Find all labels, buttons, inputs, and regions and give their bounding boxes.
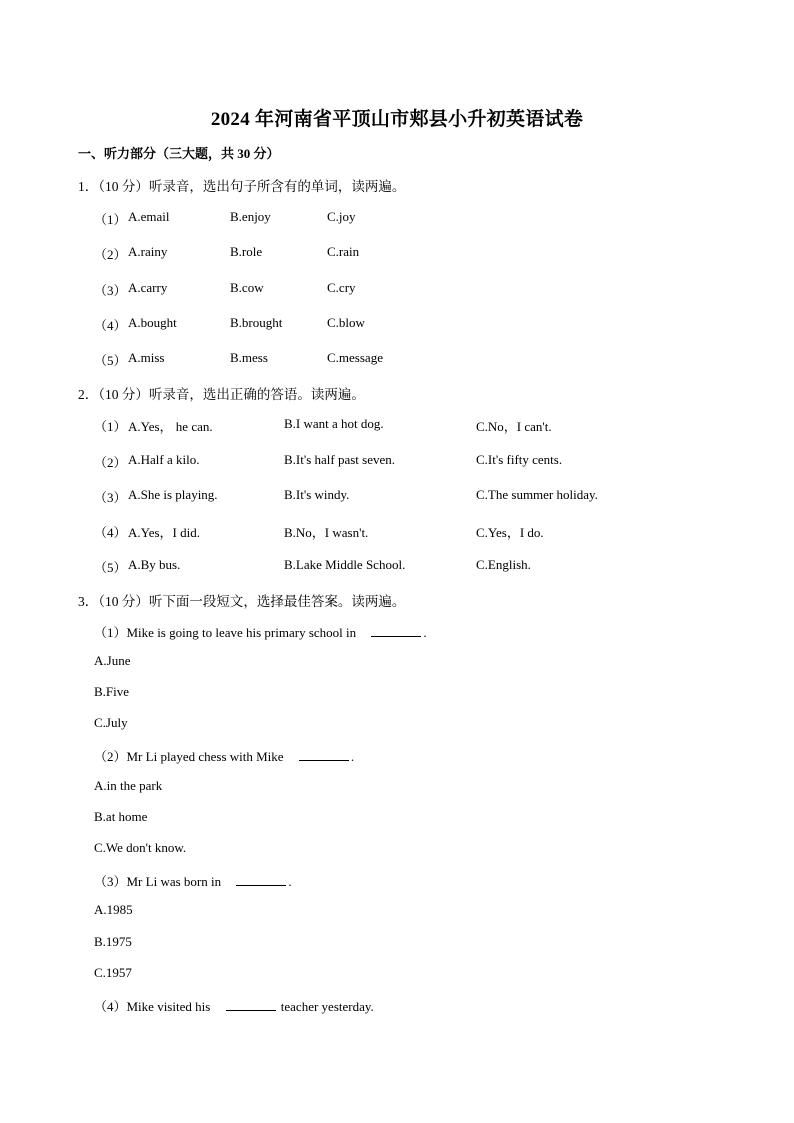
q1-option-c: C.joy [327,209,356,224]
answer-blank [226,998,276,1011]
q1-option-a: A.carry [128,280,168,295]
q3-item-3-end: . [288,874,292,889]
q3-item-1-option-a: A.June [94,653,131,668]
q3-item-1-text: （1）Mike is going to leave his primary school in [94,625,357,640]
q1-item-number: （2） [94,247,127,262]
answer-blank [299,748,349,761]
q2-option-a: A.Yes，I did. [128,525,200,540]
q3-item-2-end: . [350,749,355,764]
q1-item-number: （4） [94,318,127,333]
q3-item-4-text: （4）Mike visited his [94,999,211,1014]
q3-item-3-option-b: B.1975 [94,934,132,949]
q3-item-4-stem [94,996,374,1015]
question-2-heading: 2．（10 分）听录音，选出正确的答语。读两遍。 [78,387,365,402]
q2-item-number: （5） [94,560,127,575]
q3-item-1-option-c: C.July [94,715,128,730]
q3-item-3-stem [94,871,292,890]
q1-item-number: （1） [94,212,127,227]
q2-option-c: C.Yes，I do. [476,525,544,540]
q3-item-3-text: （3）Mr Li was born in [94,874,222,889]
question-1-heading: 1．（10 分）听录音，选出句子所含有的单词，读两遍。 [78,179,406,194]
q3-item-2-option-a: A.in the park [94,778,163,793]
q3-item-2-text: （2）Mr Li played chess with Mike [94,749,284,764]
q3-item-1-stem [94,622,427,641]
q2-option-a: A.Half a kilo. [128,452,200,467]
q3-item-2-option-b: B.at home [94,809,148,824]
page-title: 2024 年河南省平顶山市郏县小升初英语试卷 [210,109,584,130]
section-heading-listening: 一、听力部分（三大题，共 30 分） [78,146,280,161]
q2-option-b: B.It's half past seven. [284,452,396,467]
q3-item-3-option-a: A.1985 [94,902,133,917]
q2-option-c: C.No，I can't. [476,419,552,434]
q3-item-1-option-b: B.Five [94,684,130,699]
q1-option-c: C.cry [327,280,356,295]
q2-item-number: （1） [94,419,127,434]
q2-option-b: B.No，I wasn't. [284,525,369,540]
q1-option-a: A.rainy [128,244,168,259]
q1-item-number: （5） [94,353,127,368]
q2-option-b: B.It's windy. [284,487,350,502]
q2-option-b: B.I want a hot dog. [284,416,384,431]
answer-blank [371,624,421,637]
q2-option-a: A.She is playing. [128,487,218,502]
q1-option-c: C.message [327,350,383,365]
q2-option-c: C.English. [476,557,531,572]
q3-item-1-end: . [423,625,427,640]
question-3-heading: 3．（10 分）听下面一段短文，选择最佳答案。读两遍。 [78,594,406,609]
q1-option-b: B.cow [230,280,264,295]
answer-blank [236,873,286,886]
q1-option-b: B.brought [230,315,283,330]
q2-option-a: A.Yes， he can. [128,419,213,434]
q2-item-number: （3） [94,490,127,505]
q3-item-3-option-c: C.1957 [94,965,132,980]
q3-item-2-stem [94,746,354,765]
q2-item-number: （4） [94,525,127,540]
q1-item-number: （3） [94,283,127,298]
q1-option-b: B.mess [230,350,268,365]
q1-option-b: B.enjoy [230,209,271,224]
q2-option-b: B.Lake Middle School. [284,557,406,572]
q2-option-a: A.By bus. [128,557,181,572]
q3-item-4-end: teacher yesterday. [280,999,374,1014]
q1-option-c: C.blow [327,315,365,330]
q2-option-c: C.The summer holiday. [476,487,598,502]
q1-option-a: A.email [128,209,170,224]
q2-option-c: C.It's fifty cents. [476,452,563,467]
q1-option-a: A.bought [128,315,177,330]
q2-item-number: （2） [94,455,127,470]
q1-option-b: B.role [230,244,263,259]
q1-option-c: C.rain [327,244,360,259]
q1-option-a: A.miss [128,350,165,365]
q3-item-2-option-c: C.We don't know. [94,840,187,855]
